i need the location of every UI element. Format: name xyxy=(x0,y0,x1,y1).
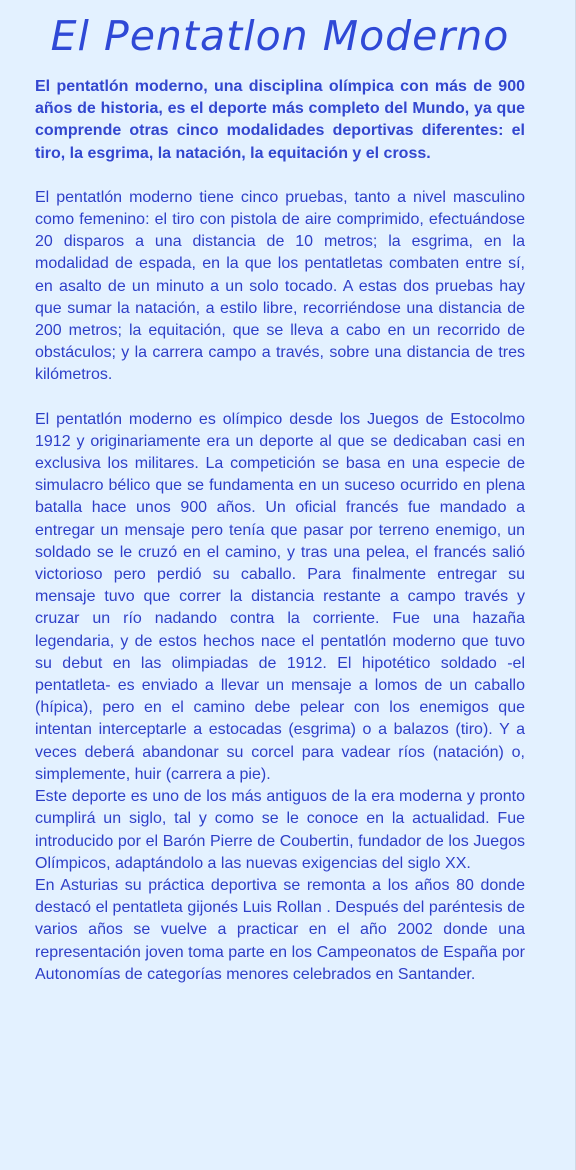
events-paragraph: El pentatlón moderno tiene cinco pruebas, tanto a nivel masculino como femenino: el tiro con pistola de aire comprimido, efectuándose 20 disparos a una distancia de 10 metros; la esgrima, en la modalidad de espada, en la que los pentatletas combaten entre sí, en asalto de un minuto a un solo tocado. A estas dos pruebas hay que sumar la natación, a estilo libre, recorriéndose una distancia de 200 metros; la equitación, que se lleva a cabo en un recorrido de obstáculos; y la carrera campo a través, sobre una distancia de tres kilómetros. xyxy=(35,188,525,384)
asturias-paragraph: En Asturias su práctica deportiva se remonta a los años 80 donde destacó el pentatleta gijonés Luis Rollan . Después del paréntesis de varios años se vuelve a practicar en el año 2002 donde una representación joven toma parte en los Campeonatos de España por Autonomías de categorías menores celebrados en Santander. xyxy=(35,876,525,983)
history-paragraph: El pentatlón moderno es olímpico desde los Juegos de Estocolmo 1912 y originariamente era un deporte al que se dedicaban casi en exclusiva los militares. La competición se basa en una especie de simulacro bélico que se fundamenta en un suceso ocurrido en plena batalla hace unos 900 años. Un oficial francés fue mandado a entregar un mensaje pero tenía que pasar por terreno enemigo, un soldado se le cruzó en el camino, y tras una pelea, el francés salió victorioso pero perdió su caballo. Para finalmente entregar su mensaje tuvo que correr la distancia restante a campo través y cruzar un río nadando contra la corriente. Fue una hazaña legendaria, y de estos hechos nace el pentatlón moderno que tuvo su debut en las olimpiadas de 1912. El hipotético soldado -el pentatleta- es enviado a llevar un mensaje a lomos de un caballo (hípica), pero en el camino debe pelear con los enemigos que intentan interceptarle a estocadas (esgrima) o a balazos (tiro). Y a veces deberá abandonar su corcel para vadear ríos (natación) o, simplemente, huir (carrera a pie). xyxy=(35,410,525,783)
paragraph-spacer xyxy=(35,165,525,187)
intro-paragraph: El pentatlón moderno, una disciplina olímpica con más de 900 años de historia, es el deporte más completo del Mundo, ya que comprende otras cinco modalidades deportivas diferentes: el tiro, la esgrima, la natación, la equitación y el cross. xyxy=(35,78,525,162)
paragraph-spacer xyxy=(35,387,525,409)
page-title: El Pentatlon Moderno xyxy=(50,12,510,60)
coubertin-paragraph: Este deporte es uno de los más antiguos de la era moderna y pronto cumplirá un siglo, tal y como se le conoce en la actualidad. Fue introducido por el Barón Pierre de Coubertin, fundador de los Juegos Olímpicos, adaptándolo a las nuevas exigencias del siglo XX. xyxy=(35,788,525,872)
article-body xyxy=(35,76,525,986)
